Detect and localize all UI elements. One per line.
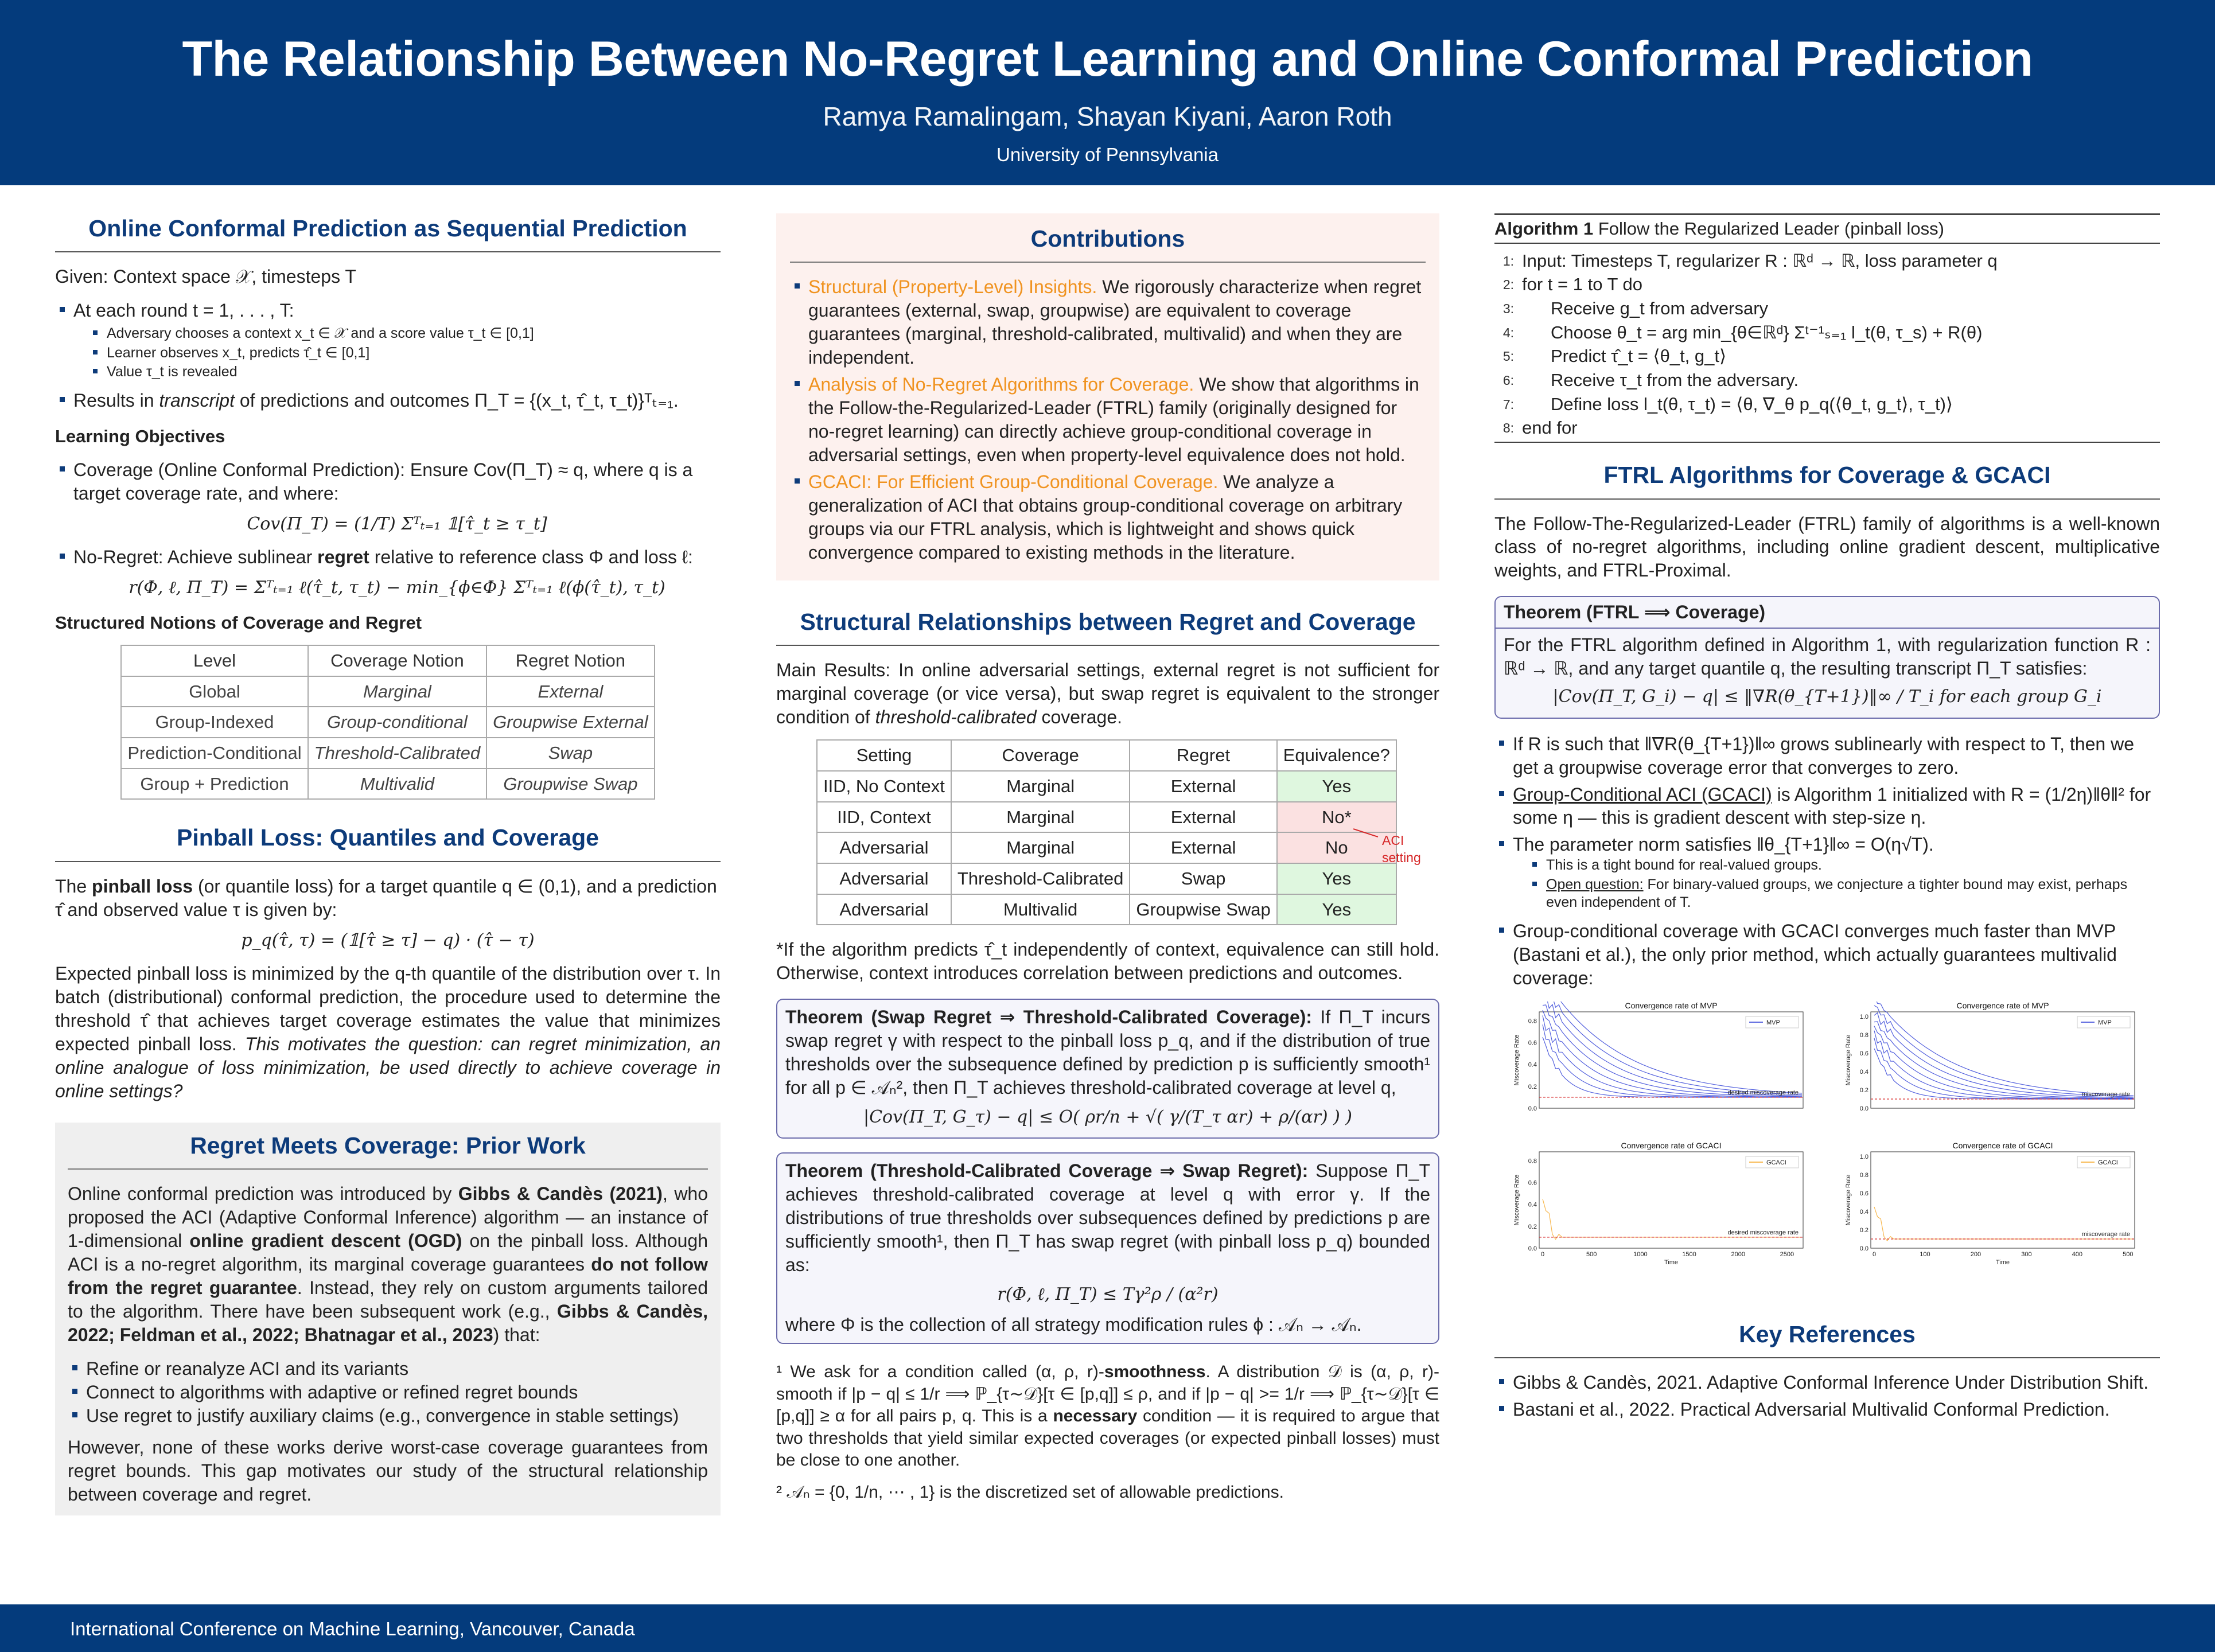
- x-tick-label: 100: [1920, 1251, 1930, 1258]
- y-tick-label: 0.2: [1859, 1087, 1868, 1094]
- column-right: [1494, 213, 2160, 1429]
- line-content: [1522, 297, 1768, 320]
- thm1-head: Theorem (Swap Regret ⇒ Threshold-Calibrated Coverage):: [785, 1007, 1313, 1028]
- footnote-1: [776, 1361, 1439, 1471]
- x: In online adversarial settings, external regret is not sufficient for marginal coverage (or vice versa), but swap regret is equivalent to the stronger condition of: [776, 660, 1440, 728]
- noregret-a: Achieve sublinear: [163, 547, 318, 568]
- thm2-a: Suppose Π_T achieves threshold-calibrated coverage at level q with error γ. If the distributions of true thresholds over subsequences defined by predictions p are sufficiently smooth¹, then Π_T has swap regret (with pinball loss p_q) bounded as:: [785, 1160, 1431, 1276]
- convergence-plot: [1512, 1141, 1828, 1273]
- equivalence-table: [816, 739, 1397, 925]
- th: Setting: [817, 740, 951, 771]
- th: Level: [121, 645, 307, 676]
- y-tick-label: 0.8: [1528, 1158, 1537, 1165]
- noregret-item: [55, 546, 721, 599]
- plot-svg: [1512, 1002, 1810, 1133]
- x: smoothness: [1104, 1362, 1206, 1382]
- table-row: [817, 771, 1396, 802]
- line-text: Timesteps T, regularizer R : ℝᵈ → ℝ, loss parameter q: [1566, 250, 1998, 271]
- y-tick-label: 0.6: [1859, 1190, 1868, 1197]
- th: Equivalence?: [1277, 740, 1396, 771]
- reference-item: Gibbs & Candès, 2021. Adaptive Conformal Inference Under Distribution Shift.: [1494, 1371, 2160, 1394]
- list-item: Group-conditional coverage with GCACI converges much faster than MVP (Bastani et al.), the only prior method, which actually guarantees multivalid coverage:: [1494, 919, 2160, 990]
- cell: Group-conditional: [308, 707, 486, 738]
- y-tick-label: 1.0: [1859, 1014, 1868, 1020]
- line-number: 6:: [1502, 373, 1514, 388]
- cell: Multivalid: [308, 769, 486, 800]
- theorem-calib: [776, 1152, 1439, 1344]
- y-tick-label: 0.8: [1528, 1018, 1537, 1025]
- th: Regret: [1130, 740, 1276, 771]
- list-item: [1494, 783, 2160, 830]
- series-line: [1874, 1022, 2134, 1098]
- line-content: [1522, 393, 1953, 416]
- cell: Marginal: [951, 771, 1130, 802]
- y-axis-label: Miscoverage Rate: [1513, 1034, 1520, 1086]
- prior-p1: [68, 1182, 708, 1347]
- pinball-p1: [55, 875, 721, 922]
- aci-setting-label: ACI setting: [1382, 833, 1421, 865]
- algorithm-caption: [1494, 213, 2160, 244]
- plot-svg: [1843, 1141, 2142, 1273]
- plot-title: Convergence rate of GCACI: [1621, 1141, 1722, 1150]
- thm2-text: [785, 1159, 1430, 1277]
- series-line: [1874, 1002, 2134, 1096]
- cap-b: Algorithm 1: [1494, 219, 1594, 239]
- line-text: t = 1 to T do: [1543, 274, 1642, 295]
- cell: Threshold-Calibrated: [308, 738, 486, 769]
- algorithm-line: [1494, 321, 2160, 344]
- t: We rigorously characterize when regret guarantees (external, swap, groupwise) are equivalent to coverage guarantees (marginal, threshold-calibrated, multivalid) and when they are independent.: [808, 276, 1422, 368]
- reference-item: Bastani et al., 2022. Practical Adversarial Multivalid Conformal Prediction.: [1494, 1398, 2160, 1421]
- coverage-text: Ensure Cov(Π_T) ≈ q, where q is a target coverage rate, and where:: [73, 459, 693, 504]
- thm-ftrl-equation: |Cov(Π_T, G_i) − q| ≤ ‖∇R(θ_{T+1})‖∞ / T_i for each group G_i: [1552, 687, 2102, 707]
- round-text: At each round t = 1, . . . , T:: [73, 300, 294, 321]
- x: condition — it is required to argue that two thresholds that yield similar expected coverages (or expected pinball losses) must be close to one another.: [776, 1406, 1439, 1470]
- sub-item: Adversary chooses a context x_t ∈ 𝒳 and a score value τ_t ∈ [0,1]: [73, 325, 721, 342]
- column-left: [55, 213, 721, 1515]
- section-title-prior: Regret Meets Coverage: Prior Work: [68, 1131, 708, 1170]
- cell: No: [1277, 832, 1396, 863]
- algorithm-line: [1494, 345, 2160, 368]
- cell: External: [1130, 771, 1276, 802]
- algorithm-line: [1494, 297, 2160, 320]
- plot-title: Convergence rate of GCACI: [1952, 1141, 2053, 1150]
- notions-table: [120, 645, 655, 800]
- line-number: 5:: [1502, 349, 1514, 364]
- y-tick-label: 0.6: [1528, 1179, 1537, 1187]
- line-content: [1522, 345, 1726, 368]
- reference-label: desired miscoverage rate: [1727, 1089, 1799, 1096]
- line-content: [1522, 416, 1578, 439]
- list-item: [1494, 833, 2160, 911]
- line-number: 1:: [1502, 253, 1514, 268]
- table-row: [817, 894, 1396, 925]
- y-tick-label: 0.2: [1528, 1223, 1537, 1230]
- main-results: [776, 659, 1439, 729]
- x: coverage.: [1036, 707, 1123, 728]
- thm-ftrl-text: For the FTRL algorithm defined in Algorithm 1, with regularization function R : ℝᵈ → ℝ, and any target quantile q, the resulting transcript Π_T satisfies:: [1504, 634, 2151, 679]
- section-title-ocp: Online Conformal Prediction as Sequential Prediction: [55, 213, 721, 252]
- list-item: Use regret to justify auxiliary claims (e.g., convergence in stable settings): [68, 1404, 708, 1428]
- y-axis-label: Miscoverage Rate: [1845, 1174, 1852, 1226]
- p1b: pinball loss: [92, 875, 193, 897]
- convergence-figures: [1512, 1002, 2160, 1273]
- line-content: [1522, 273, 1642, 296]
- prior-p2: However, none of these works derive worst-case coverage guarantees from regret bounds. This gap motivates our study of the structural relationship between coverage and regret.: [68, 1436, 708, 1505]
- theorem-ftrl: [1494, 596, 2160, 718]
- line-text: Define loss l_t(θ, τ_t) = ⟨θ, ∇_θ p_q(⟨θ_t, g_t⟩, τ_t)⟩: [1551, 393, 1953, 414]
- transcript-a: Results in: [73, 390, 159, 411]
- series-line: [1543, 1024, 1802, 1097]
- cell: No*: [1277, 802, 1396, 833]
- list-item: If R is such that ‖∇R(θ_{T+1})‖∞ grows sublinearly with respect to T, then we get a groupwise coverage error that converges to zero.: [1494, 733, 2160, 780]
- cell: Groupwise External: [486, 707, 655, 738]
- algorithm-1: [1494, 213, 2160, 443]
- contrib-list: [790, 275, 1426, 564]
- table-row: [817, 802, 1396, 833]
- series-line: [1874, 1038, 2134, 1099]
- algorithm-line: [1494, 273, 2160, 296]
- thm2-head: Theorem (Threshold-Calibrated Coverage ⇒ Swap Regret):: [785, 1160, 1309, 1182]
- reference-label: desired miscoverage rate: [1727, 1229, 1799, 1236]
- p2: Expected pinball loss is minimized by the q-th quantile of the distribution over τ. In batch (distributional) conformal prediction, the procedure used to determine the threshold τ̂ that achieves target coverage estimates the value that minimizes expected pinball loss.: [55, 963, 721, 1055]
- cell: Global: [121, 676, 307, 707]
- line-text: Receive g_t from adversary: [1551, 298, 1769, 319]
- series-line: [1543, 1002, 1802, 1096]
- ftrl-list: [1494, 733, 2160, 990]
- structured-title: Structured Notions of Coverage and Regret: [55, 613, 422, 633]
- h: Analysis of No-Regret Algorithms for Coverage.: [808, 374, 1194, 395]
- contributions-box: [776, 213, 1439, 580]
- sub-item: This is a tight bound for real-valued groups.: [1513, 856, 2160, 874]
- affiliation: University of Pennsylvania: [996, 143, 1219, 165]
- cell: Swap: [486, 738, 655, 769]
- y-tick-label: 0.8: [1859, 1172, 1868, 1179]
- plot-title: Convergence rate of MVP: [1956, 1002, 2049, 1010]
- cell: Group + Prediction: [121, 769, 307, 800]
- table-row: [817, 832, 1396, 863]
- cell: IID, Context: [817, 802, 951, 833]
- y-tick-label: 0.0: [1859, 1245, 1868, 1252]
- algorithm-end-rule: [1494, 441, 2160, 443]
- given-label: Given:: [55, 266, 108, 287]
- cell: Groupwise Swap: [486, 769, 655, 800]
- legend-entry: GCACI: [1766, 1159, 1786, 1166]
- reference-label: miscoverage rate: [2081, 1231, 2130, 1238]
- thm2-b: where Φ is the collection of all strategy modification rules ϕ : 𝒜ₙ → 𝒜ₙ.: [785, 1314, 1362, 1335]
- x-tick-label: 200: [1970, 1251, 1982, 1258]
- coverage-item: [55, 458, 721, 535]
- x: ) that:: [493, 1324, 540, 1346]
- cell: Yes: [1277, 771, 1396, 802]
- noregret-label: No-Regret:: [73, 547, 164, 568]
- algorithm-lines: [1494, 250, 2160, 439]
- x: Gibbs & Candès, 2022; Feldman et al., 2022; Bhatnagar et al., 2023: [68, 1301, 709, 1346]
- x-tick-label: 1500: [1682, 1251, 1696, 1258]
- line-number: 2:: [1502, 277, 1514, 293]
- prior-list: [68, 1357, 708, 1428]
- p1a: The: [55, 875, 92, 897]
- x: . A distribution 𝒟 is (α, ρ, r)-smooth if |p − q| ≤ 1/r ⟹ ℙ_{τ∼𝒟}[τ ∈ [p,q]] ≤ ρ, and if |p − q| >= 1/r ⟹ ℙ_{τ∼𝒟}[τ ∈ [p,q]] ≥ α for all pairs p, q. This is a: [776, 1362, 1439, 1426]
- algorithm-line: [1494, 416, 2160, 439]
- cell: IID, No Context: [817, 771, 951, 802]
- objectives-title: Learning Objectives: [55, 426, 225, 447]
- p2i: This motivates the question: can regret minimization, an online analogue of loss minimization, be used directly to achieve coverage in online settings?: [55, 1034, 721, 1101]
- y-tick-label: 0.6: [1528, 1039, 1537, 1047]
- convergence-plot: [1843, 1002, 2160, 1133]
- y-axis-label: Miscoverage Rate: [1513, 1174, 1520, 1226]
- series-line: [1874, 1026, 2134, 1099]
- cell: Marginal: [951, 832, 1130, 863]
- cap: Follow the Regularized Leader (pinball loss): [1593, 219, 1944, 239]
- sub-item: Learner observes x_t, predicts τ̂_t ∈ [0,1]: [73, 344, 721, 362]
- algorithm-line: [1494, 369, 2160, 392]
- transcript-i: transcript: [159, 390, 235, 411]
- algorithm-line: [1494, 250, 2160, 272]
- y-tick-label: 0.2: [1859, 1227, 1868, 1234]
- series-line: [1543, 1037, 1802, 1097]
- cell: Adversarial: [817, 863, 951, 894]
- transcript-b: of predictions and outcomes Π_T = {(x_t, τ̂_t, τ_t)}ᵀₜ₌₁.: [234, 390, 679, 411]
- table-row: [121, 676, 654, 707]
- keyword: end for: [1522, 418, 1578, 438]
- thm-ftrl-head: Theorem (FTRL ⟹ Coverage): [1496, 597, 2159, 629]
- keyword: Input:: [1522, 250, 1567, 271]
- cell: Marginal: [951, 802, 1130, 833]
- x: ¹ We ask for a condition called (α, ρ, r)-: [776, 1362, 1104, 1382]
- equivalence-wrap: [776, 739, 1439, 925]
- line-number: 3:: [1502, 301, 1514, 317]
- section-title-refs: Key References: [1494, 1319, 2160, 1358]
- authors: Ramya Ramalingam, Shayan Kiyani, Aaron Roth: [823, 102, 1392, 132]
- given: [55, 265, 721, 289]
- noregret-c: relative to reference class Φ and loss ℓ:: [369, 547, 693, 568]
- section-title-contrib: Contributions: [790, 224, 1426, 263]
- y-axis-label: Miscoverage Rate: [1845, 1034, 1852, 1086]
- y-tick-label: 0.0: [1528, 1245, 1537, 1252]
- cell: External: [486, 676, 655, 707]
- coverage-equation: Cov(Π_T) = (1/T) Σᵀₜ₌₁ 𝟙[τ̂_t ≥ τ_t]: [247, 513, 547, 534]
- b3s2b: For binary-valued groups, we conjecture a tighter bound may exist, perhaps even independent of T.: [1546, 876, 2128, 910]
- thm1-equation: |Cov(Π_T, G_τ) − q| ≤ O( ρr/n + √( γ/(T_τ αr) + ρ/(αr) ) ): [863, 1106, 1353, 1127]
- x-tick-label: 0: [1540, 1251, 1545, 1258]
- x-tick-label: 0: [1872, 1251, 1877, 1258]
- line-text: Choose θ_t = arg min_{θ∈ℝᵈ} Σᵗ⁻¹ₛ₌₁ l_t(θ, τ_s) + R(θ): [1551, 322, 1983, 342]
- x: Main Results:: [776, 660, 891, 681]
- line-content: [1522, 369, 1799, 392]
- list-item: [790, 373, 1426, 467]
- cell: Threshold-Calibrated: [951, 863, 1130, 894]
- x-tick-label: 400: [2072, 1251, 2083, 1258]
- y-tick-label: 0.6: [1859, 1050, 1868, 1057]
- t: We show that algorithms in the Follow-the-Regularized-Leader (FTRL) family (originally designed for no-regret learning) can directly achieve group-conditional coverage in adversarial settings, even when property-level equivalence does not hold.: [808, 374, 1419, 466]
- cell: Group-Indexed: [121, 707, 307, 738]
- x-tick-label: 2000: [1731, 1251, 1745, 1258]
- series-line: [1543, 1002, 1802, 1093]
- y-tick-label: 0.4: [1528, 1201, 1537, 1209]
- b3s2a: Open question:: [1546, 876, 1644, 893]
- sub-item: [1513, 876, 2160, 912]
- x: do not follow from the regret guarantee: [68, 1254, 709, 1299]
- x: . Instead, they rely on custom arguments tailored to the algorithm. There have been subsequent work (e.g.,: [68, 1277, 709, 1322]
- regret-equation: r(Φ, ℓ, Π_T) = Σᵀₜ₌₁ ℓ(τ̂_t, τ_t) − min_{ϕ∈Φ} Σᵀₜ₌₁ ℓ(ϕ(τ̂_t), τ_t): [129, 578, 665, 598]
- poster-title: The Relationship Between No-Regret Learning and Online Conformal Prediction: [182, 32, 2033, 87]
- footnote-2: ² 𝒜ₙ = {0, 1/n, ⋯ , 1} is the discretized set of allowable predictions.: [776, 1483, 1284, 1502]
- line-text: Receive τ_t from the adversary.: [1551, 370, 1799, 391]
- round-item: [55, 299, 721, 381]
- objectives-list: [55, 458, 721, 599]
- sub-item: Value τ_t is revealed: [73, 363, 721, 381]
- b2a: Group-Conditional ACI (GCACI): [1513, 784, 1772, 805]
- x-tick-label: 2500: [1780, 1251, 1794, 1258]
- x: threshold-calibrated: [875, 707, 1037, 728]
- list-item: Refine or reanalyze ACI and its variants: [68, 1357, 708, 1381]
- x: , who proposed the ACI (Adaptive Conformal Inference) algorithm — an instance of 1-dimensional: [68, 1183, 709, 1252]
- table-footnote: *If the algorithm predicts τ̂_t independently of context, equivalence can still hold. Otherwise, context introduces correlation between predictions and outcomes.: [776, 939, 1439, 984]
- section-title-ftrl: FTRL Algorithms for Coverage & GCACI: [1494, 460, 2160, 499]
- plot-svg: [1843, 1002, 2142, 1133]
- transcript-item: [55, 389, 721, 412]
- h: Structural (Property-Level) Insights.: [808, 276, 1097, 298]
- line-text: Predict τ̂_t = ⟨θ_t, g_t⟩: [1551, 346, 1727, 367]
- th: Coverage: [951, 740, 1130, 771]
- cell: Adversarial: [817, 894, 951, 925]
- cell: Marginal: [308, 676, 486, 707]
- cell: Prediction-Conditional: [121, 738, 307, 769]
- references-list: [1494, 1371, 2160, 1421]
- y-tick-label: 0.8: [1859, 1032, 1868, 1039]
- plot-title: Convergence rate of MVP: [1625, 1002, 1718, 1010]
- p1c: (or quantile loss) for a target quantile q ∈ (0,1), and a prediction τ̂ and observed value τ is given by:: [55, 875, 717, 920]
- algorithm-line: [1494, 393, 2160, 416]
- cell: Groupwise Swap: [1130, 894, 1276, 925]
- x-tick-label: 500: [1586, 1251, 1597, 1258]
- th: Coverage Notion: [308, 645, 486, 676]
- prior-work-box: [55, 1123, 721, 1515]
- x: Gibbs & Candès (2021): [458, 1183, 663, 1205]
- reference-label: miscoverage rate: [2081, 1091, 2130, 1098]
- y-tick-label: 0.2: [1528, 1083, 1537, 1090]
- legend-entry: MVP: [2098, 1019, 2112, 1026]
- table-row: [121, 707, 654, 738]
- cell: Multivalid: [951, 894, 1130, 925]
- y-tick-label: 0.0: [1859, 1105, 1868, 1112]
- thm1-text: [785, 1006, 1430, 1100]
- section-title-struct: Structural Relationships between Regret and Coverage: [776, 607, 1439, 646]
- x: on the pinball loss. Although ACI is a no-regret algorithm, its marginal coverage guarantees: [68, 1230, 709, 1275]
- legend-entry: GCACI: [2098, 1159, 2118, 1166]
- x: online gradient descent (OGD): [189, 1230, 462, 1252]
- y-tick-label: 0.4: [1859, 1069, 1868, 1076]
- y-tick-label: 1.0: [1859, 1154, 1868, 1160]
- x-tick-label: 300: [2021, 1251, 2032, 1258]
- thm2-equation: r(Φ, ℓ, Π_T) ≤ Tγ²ρ / (α²r): [997, 1284, 1219, 1305]
- x-tick-label: 500: [2123, 1251, 2134, 1258]
- table-row: [817, 863, 1396, 894]
- cell: External: [1130, 802, 1276, 833]
- convergence-plot: [1512, 1002, 1828, 1133]
- thm1-a: If Π_T incurs swap regret γ with respect to the pinball loss p_q, and if the distribution of true thresholds over the subsequence defined by prediction p is sufficiently smooth¹ for all p ∈ 𝒜ₙ², then Π_T achieves threshold-calibrated coverage at level q,: [785, 1007, 1431, 1098]
- list-item: [790, 470, 1426, 564]
- list-item: [790, 275, 1426, 369]
- x: Online conformal prediction was introduced by: [68, 1183, 458, 1205]
- coverage-label: Coverage (Online Conformal Prediction):: [73, 459, 406, 480]
- cell: Adversarial: [817, 832, 951, 863]
- b2b: is Algorithm 1 initialized with R = (1/2η)‖θ‖² for some η — this is gradient descent with step-size η.: [1513, 784, 2151, 828]
- round-list: [55, 299, 721, 412]
- poster-header: [0, 0, 2215, 185]
- section-title-pinball: Pinball Loss: Quantiles and Coverage: [55, 823, 721, 862]
- convergence-plot: [1843, 1141, 2160, 1273]
- pinball-p2: [55, 962, 721, 1103]
- poster-footer: International Conference on Machine Learning, Vancouver, Canada: [0, 1604, 2215, 1652]
- y-tick-label: 0.0: [1528, 1105, 1537, 1112]
- x-axis-label: Time: [1664, 1259, 1679, 1266]
- x-axis-label: Time: [1995, 1259, 2010, 1266]
- given-text: Context space 𝒳, timesteps T: [113, 266, 356, 287]
- b3: The parameter norm satisfies ‖θ_{T+1}‖∞ = O(η√T).: [1513, 834, 1934, 855]
- table-row: [121, 769, 654, 800]
- noregret-b: regret: [317, 547, 369, 568]
- keyword: for: [1522, 274, 1543, 295]
- line-content: [1522, 250, 1998, 272]
- ftrl-intro: The Follow-The-Regularized-Leader (FTRL) family of algorithms is a well-known class of no-regret algorithms, including online gradient descent, multiplicative weights, and FTRL-Proximal.: [1494, 513, 2160, 581]
- x: necessary: [1053, 1406, 1138, 1426]
- line-content: [1522, 321, 1982, 344]
- line-number: 8:: [1502, 420, 1514, 436]
- column-middle: [776, 213, 1439, 1514]
- t: We analyze a generalization of ACI that obtains group-conditional coverage on arbitrary groups via our FTRL analysis, which is lightweight and shows quick convergence compared to existing methods in the literature.: [808, 472, 1403, 563]
- table-row: [121, 738, 654, 769]
- th: Regret Notion: [486, 645, 655, 676]
- cell: Yes: [1277, 863, 1396, 894]
- line-number: 4:: [1502, 325, 1514, 340]
- plot-svg: [1512, 1141, 1810, 1273]
- y-tick-label: 0.4: [1859, 1209, 1868, 1215]
- legend-entry: MVP: [1766, 1019, 1780, 1026]
- cell: External: [1130, 832, 1276, 863]
- theorem-swap: [776, 999, 1439, 1139]
- line-number: 7:: [1502, 396, 1514, 412]
- x-tick-label: 1000: [1633, 1251, 1648, 1258]
- h: GCACI: For Efficient Group-Conditional Coverage.: [808, 472, 1219, 493]
- list-item: Connect to algorithms with adaptive or refined regret bounds: [68, 1381, 708, 1404]
- pinball-equation: p_q(τ̂, τ) = (𝟙[τ̂ ≥ τ] − q) · (τ̂ − τ): [241, 930, 535, 950]
- cell: Swap: [1130, 863, 1276, 894]
- y-tick-label: 0.4: [1528, 1061, 1537, 1069]
- cell: Yes: [1277, 894, 1396, 925]
